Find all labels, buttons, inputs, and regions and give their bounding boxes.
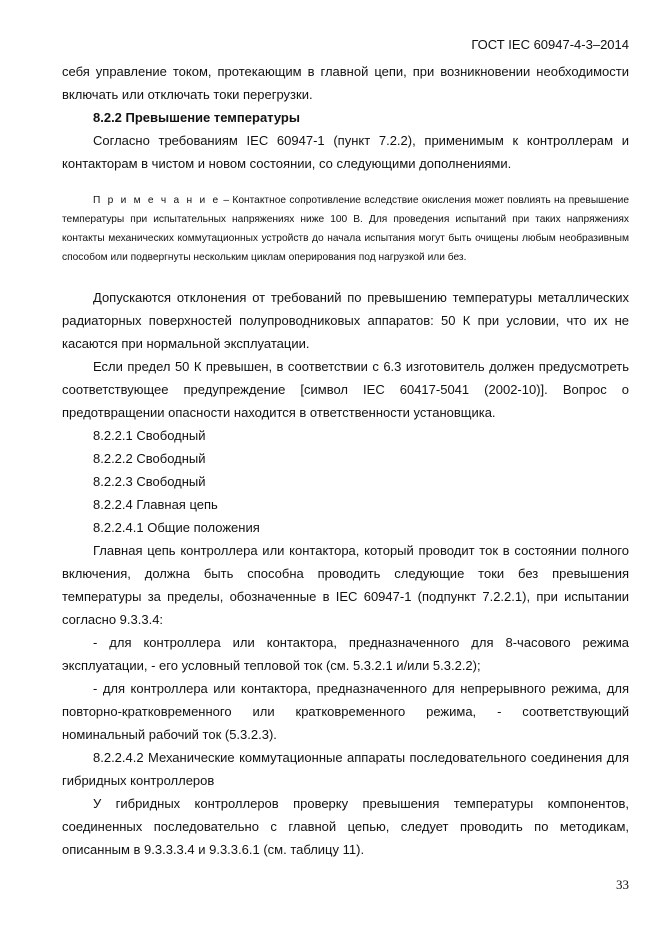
paragraph-requirements: Согласно требованиям IEC 60947-1 (пункт 7.2.2), применимым к контроллерам и контакторам в чистом и новом состоянии, со следующими дополнениями. xyxy=(62,133,629,171)
list-item-8-hour: - для контроллера или контактора, предназначенного для 8-часового режима эксплуатации, - его условный тепловой ток (см. 5.3.2.1 и/или 5.3.2.2); xyxy=(62,635,629,673)
subsection-8-2-2-4-2: 8.2.2.4.2 Механические коммутационные аппараты последовательного соединения для гибридных контроллеров xyxy=(62,750,629,788)
list-item-continuous: - для контроллера или контактора, предназначенного для непрерывного режима, для повторно-кратковременного или кратковременного режима, - соответствующий номинальный рабочий ток (5.3.2.3). xyxy=(62,681,629,742)
note-block xyxy=(62,191,629,267)
section-heading-8-2-2: 8.2.2 Превышение температуры xyxy=(93,110,300,125)
document-body xyxy=(62,60,629,861)
paragraph-continuation: себя управление током, протекающим в главной цепи, при возникновении необходимости включать или отключать токи перегрузки. xyxy=(62,64,629,102)
subsection-8-2-2-4-1: 8.2.2.4.1 Общие положения xyxy=(93,520,260,535)
paragraph-hybrid-controllers: У гибридных контроллеров проверку превышения температуры компонентов, соединенных последовательно с главной цепью, следует проводить по методикам, описанным в 9.3.3.3.4 и 9.3.3.6.1 (см. таблицу 11). xyxy=(62,796,629,857)
subsection-8-2-2-3: 8.2.2.3 Свободный xyxy=(93,474,206,489)
page-number: 33 xyxy=(616,877,629,892)
note-text: – Контактное сопротивление вследствие окисления может повлиять на превышение температуры при испытательных напряжениях ниже 100 В. Для проведения испытаний при таких напряжениях контакты механических коммутационных устройств до начала испытания могут быть очищены любым необразивным способом или подвергнуты нескольким циклам оперирования под нагрузкой или без. xyxy=(62,195,629,263)
document-header: ГОСТ IEC 60947-4-3–2014 xyxy=(471,37,629,52)
note-label: П р и м е ч а н и е xyxy=(93,195,221,206)
paragraph-main-circuit: Главная цепь контроллера или контактора, который проводит ток в состоянии полного включения, должна быть способна проводить следующие токи без превышения температуры за пределы, обозначенные в IEC 60947-1 (подпункт 7.2.2.1), при испытании согласно 9.3.3.4: xyxy=(62,543,629,627)
subsection-8-2-2-1: 8.2.2.1 Свободный xyxy=(93,428,206,443)
paragraph-limit-exceeded: Если предел 50 К превышен, в соответствии с 6.3 изготовитель должен предусмотреть соответствующее предупреждение [символ IEC 60417-5041 (2002-10)]. Вопрос о предотвращении опасности находится в ответственности установщика. xyxy=(62,359,629,420)
subsection-8-2-2-4: 8.2.2.4 Главная цепь xyxy=(93,497,218,512)
subsection-8-2-2-2: 8.2.2.2 Свободный xyxy=(93,451,206,466)
paragraph-deviations: Допускаются отклонения от требований по превышению температуры металлических радиаторных поверхностей полупроводниковых аппаратов: 50 К при условии, что их не касаются при нормальной эксплуатации. xyxy=(62,290,629,351)
